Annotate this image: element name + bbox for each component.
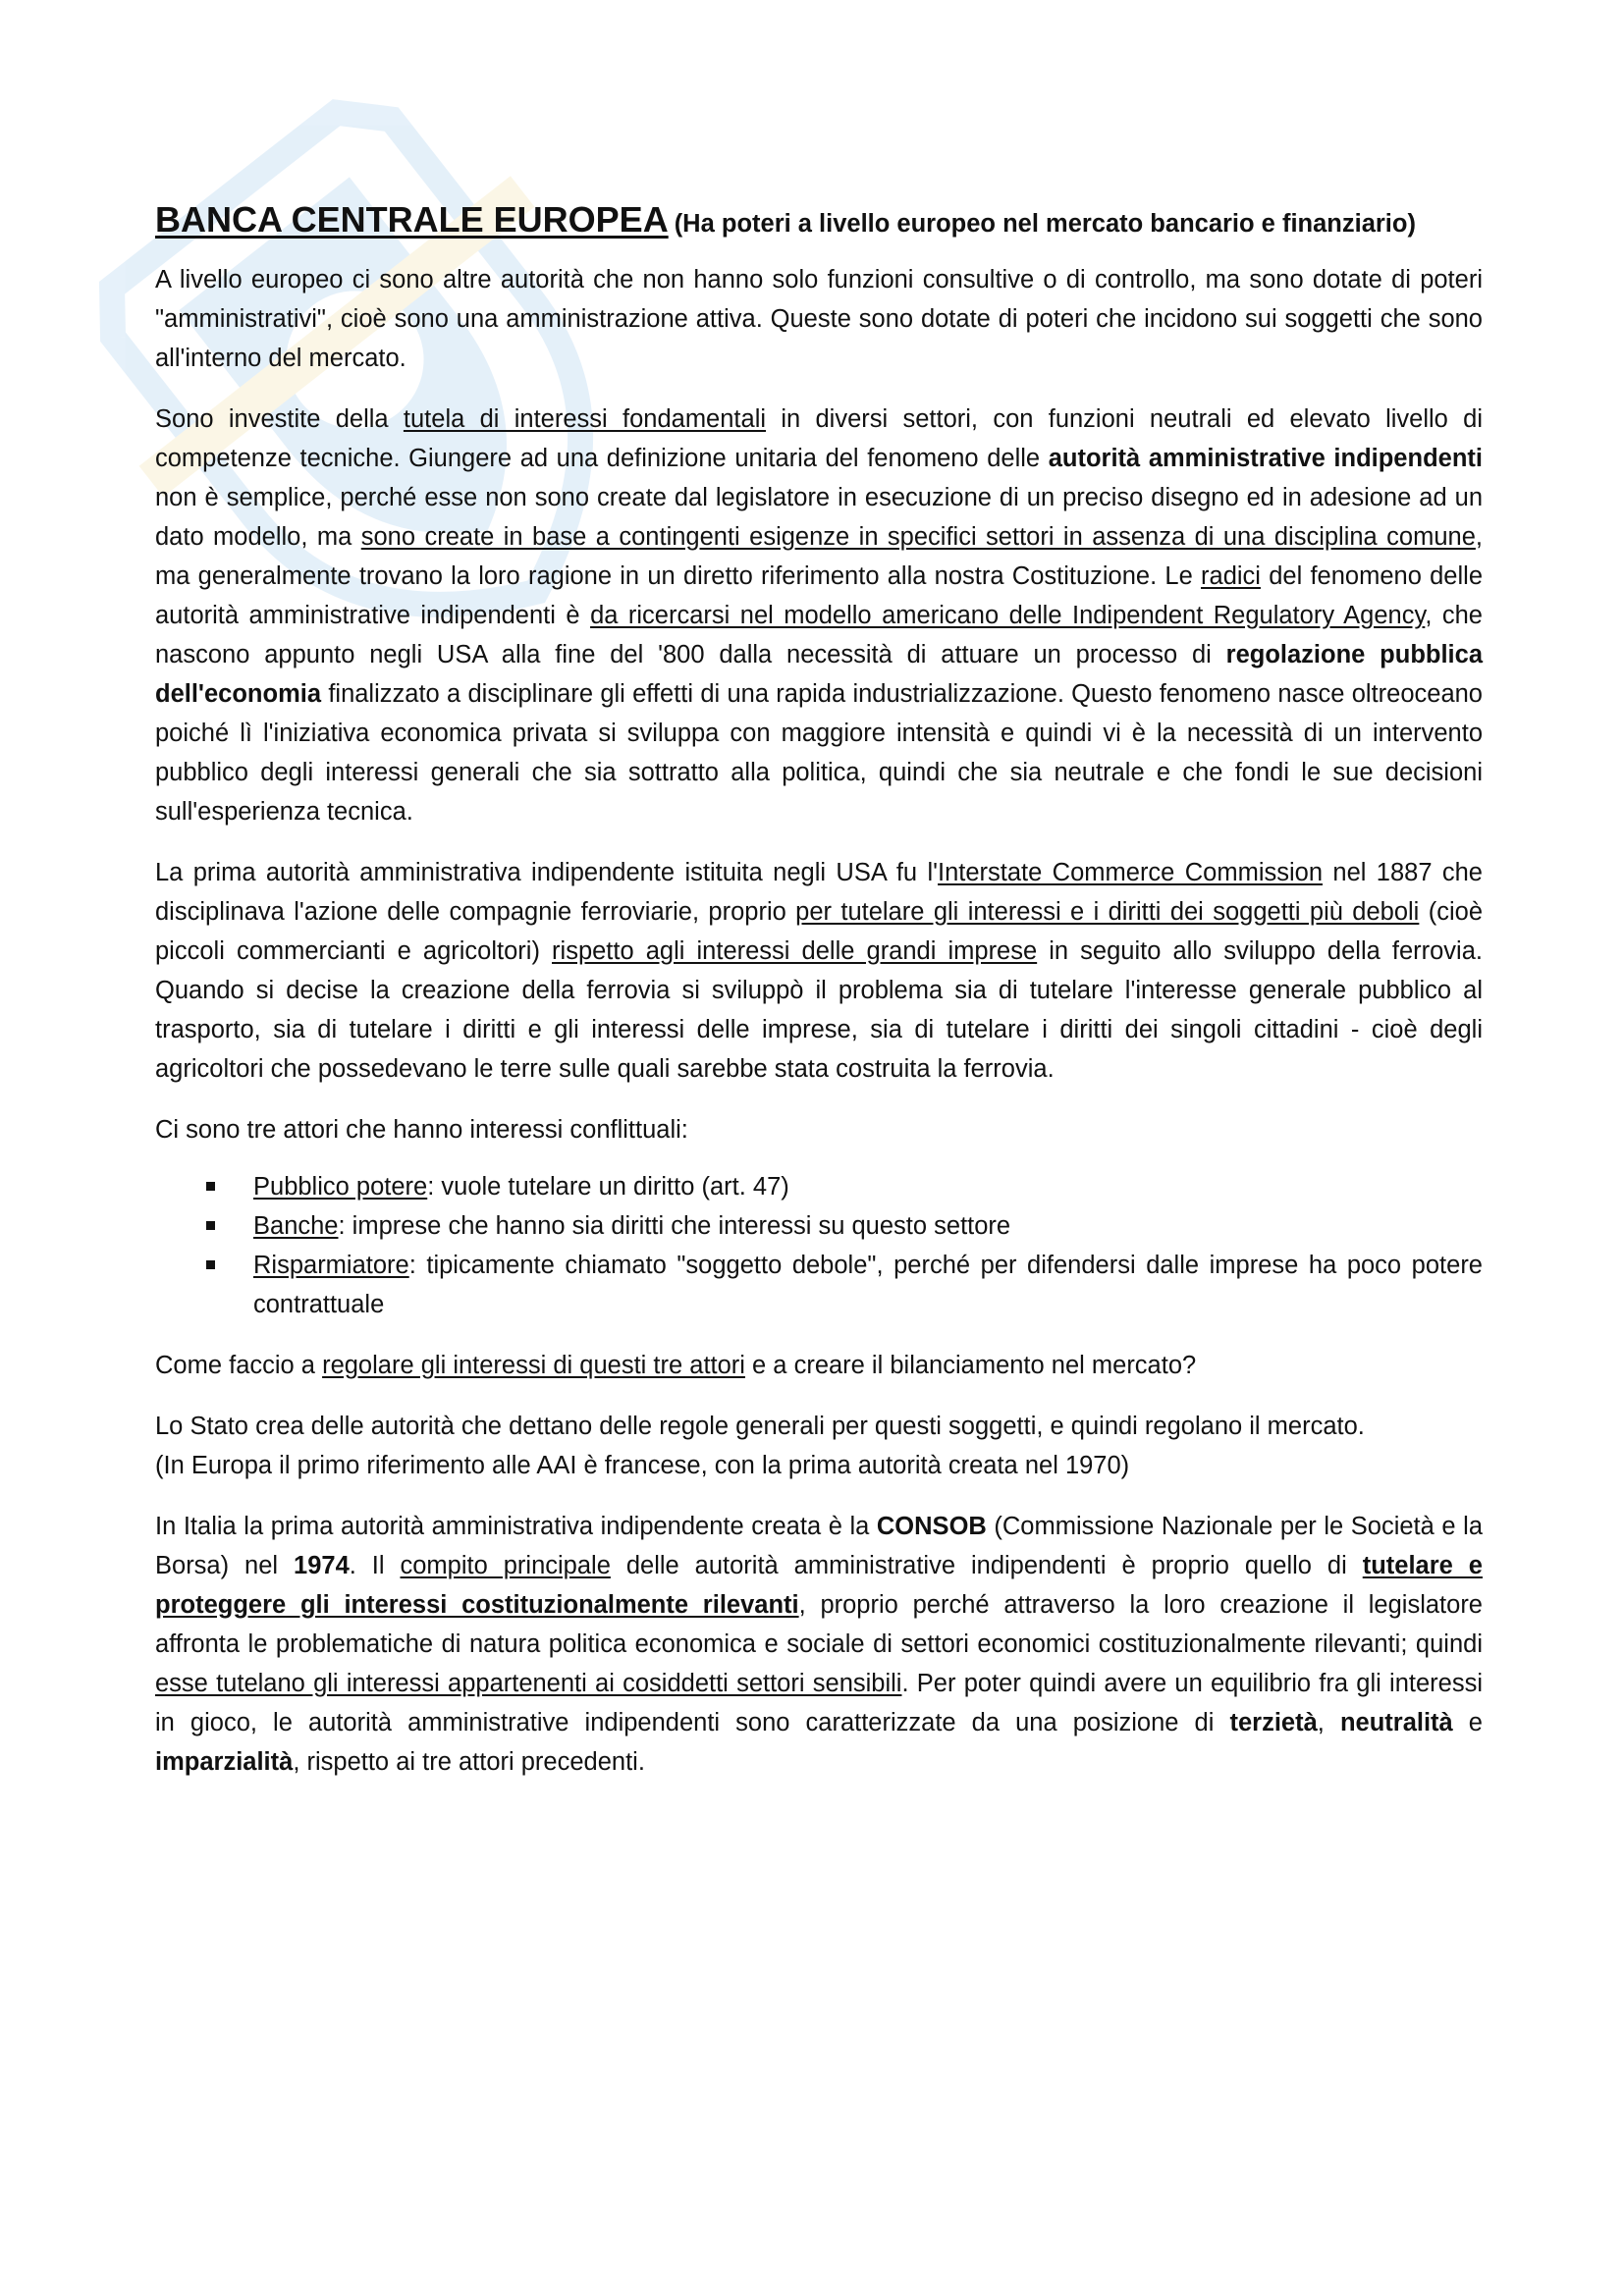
page-subtitle: (Ha poteri a livello europeo nel mercato bancario e finanziario) — [674, 210, 1416, 238]
actors-list — [155, 1167, 1483, 1324]
list-item: Banche: imprese che hanno sia diritti che interessi su questo settore — [253, 1206, 1483, 1246]
document-page — [155, 192, 1483, 1803]
paragraph-1: A livello europeo ci sono altre autorità che non hanno solo funzioni consultive o di controllo, ma sono dotate di poteri "amministrativi", cioè sono una amministrazione attiva. Queste sono dotate di poteri che incidono sui soggetti che sono all'interno del mercato. — [155, 266, 1483, 372]
list-item: Risparmiatore: tipicamente chiamato "soggetto debole", perché per difendersi dalle imprese ha poco potere contrattuale — [253, 1246, 1483, 1324]
bullet-square-icon — [206, 1182, 215, 1191]
paragraph-6: Lo Stato crea delle autorità che dettano delle regole generali per questi soggetti, e quindi regolano il mercato. (In Europa il primo riferimento alle AAI è francese, con la prima autorità creata nel 1970) — [155, 1413, 1365, 1479]
paragraph-3: La prima autorità amministrativa indipendente istituita negli USA fu l'Interstate Commerce Commission nel 1887 che disciplinava l'azione delle compagnie ferroviarie, proprio per tutelare gli interessi e i diritti dei soggetti più deboli (cioè piccoli commercianti e agricoltori) rispetto agli interessi delle grandi imprese in seguito allo sviluppo della ferrovia. Quando si decise la creazione della ferrovia si sviluppò il problema sia di tutelare l'interesse generale pubblico al trasporto, sia di tutelare i diritti e gli interessi delle imprese, sia di tutelare i diritti dei singoli cittadini - cioè degli agricoltori che possedevano le terre sulle quali sarebbe stata costruita la ferrovia. — [155, 859, 1483, 1083]
paragraph-4: Ci sono tre attori che hanno interessi conflittuali: — [155, 1116, 688, 1144]
bullet-square-icon — [206, 1221, 215, 1230]
bullet-square-icon — [206, 1260, 215, 1269]
list-item: Pubblico potere: vuole tutelare un diritto (art. 47) — [253, 1167, 1483, 1206]
paragraph-7: In Italia la prima autorità amministrativa indipendente creata è la CONSOB (Commissione Nazionale per le Società e la Borsa) nel 1974. Il compito principale delle autorità amministrative indipendenti è proprio quello di tutelare e proteggere gli interessi costituzionalmente rilevanti, proprio perché attraverso la loro creazione il legislatore affronta le problematiche di natura politica economica e sociale di settori economici costituzionalmente rilevanti; quindi esse tutelano gli interessi appartenenti ai cosiddetti settori sensibili. Per poter quindi avere un equilibrio fra gli interessi in gioco, le autorità amministrative indipendenti sono caratterizzate da una posizione di terzietà, neutralità e imparzialità, rispetto ai tre attori precedenti. — [155, 1513, 1484, 1776]
heading — [155, 192, 1483, 246]
page-title: BANCA CENTRALE EUROPEA — [155, 199, 669, 240]
paragraph-5: Come faccio a regolare gli interessi di questi tre attori e a creare il bilanciamento nel mercato? — [155, 1352, 1197, 1379]
paragraph-2: Sono investite della tutela di interessi fondamentali in diversi settori, con funzioni neutrali ed elevato livello di competenze tecniche. Giungere ad una definizione unitaria del fenomeno delle autorità amministrative indipendenti non è semplice, perché esse non sono create dal legislatore in esecuzione di un preciso disegno ed in adesione ad un dato modello, ma sono create in base a contingenti esigenze in specifici settori in assenza di una disciplina comune, ma generalmente trovano la loro ragione in un diretto riferimento alla nostra Costituzione. Le radici del fenomeno delle autorità amministrative indipendenti è da ricercarsi nel modello americano delle Indipendent Regulatory Agency, che nascono appunto negli USA alla fine del '800 dalla necessità di attuare un processo di regolazione pubblica dell'economia finalizzato a disciplinare gli effetti di una rapida industrializzazione. Questo fenomeno nasce oltreoceano poiché lì l'iniziativa economica privata si sviluppa con maggiore intensità e quindi vi è la necessità di un intervento pubblico degli interessi generali che sia sottratto alla politica, quindi che sia neutrale e che fondi le sue decisioni sull'esperienza tecnica. — [155, 405, 1484, 826]
